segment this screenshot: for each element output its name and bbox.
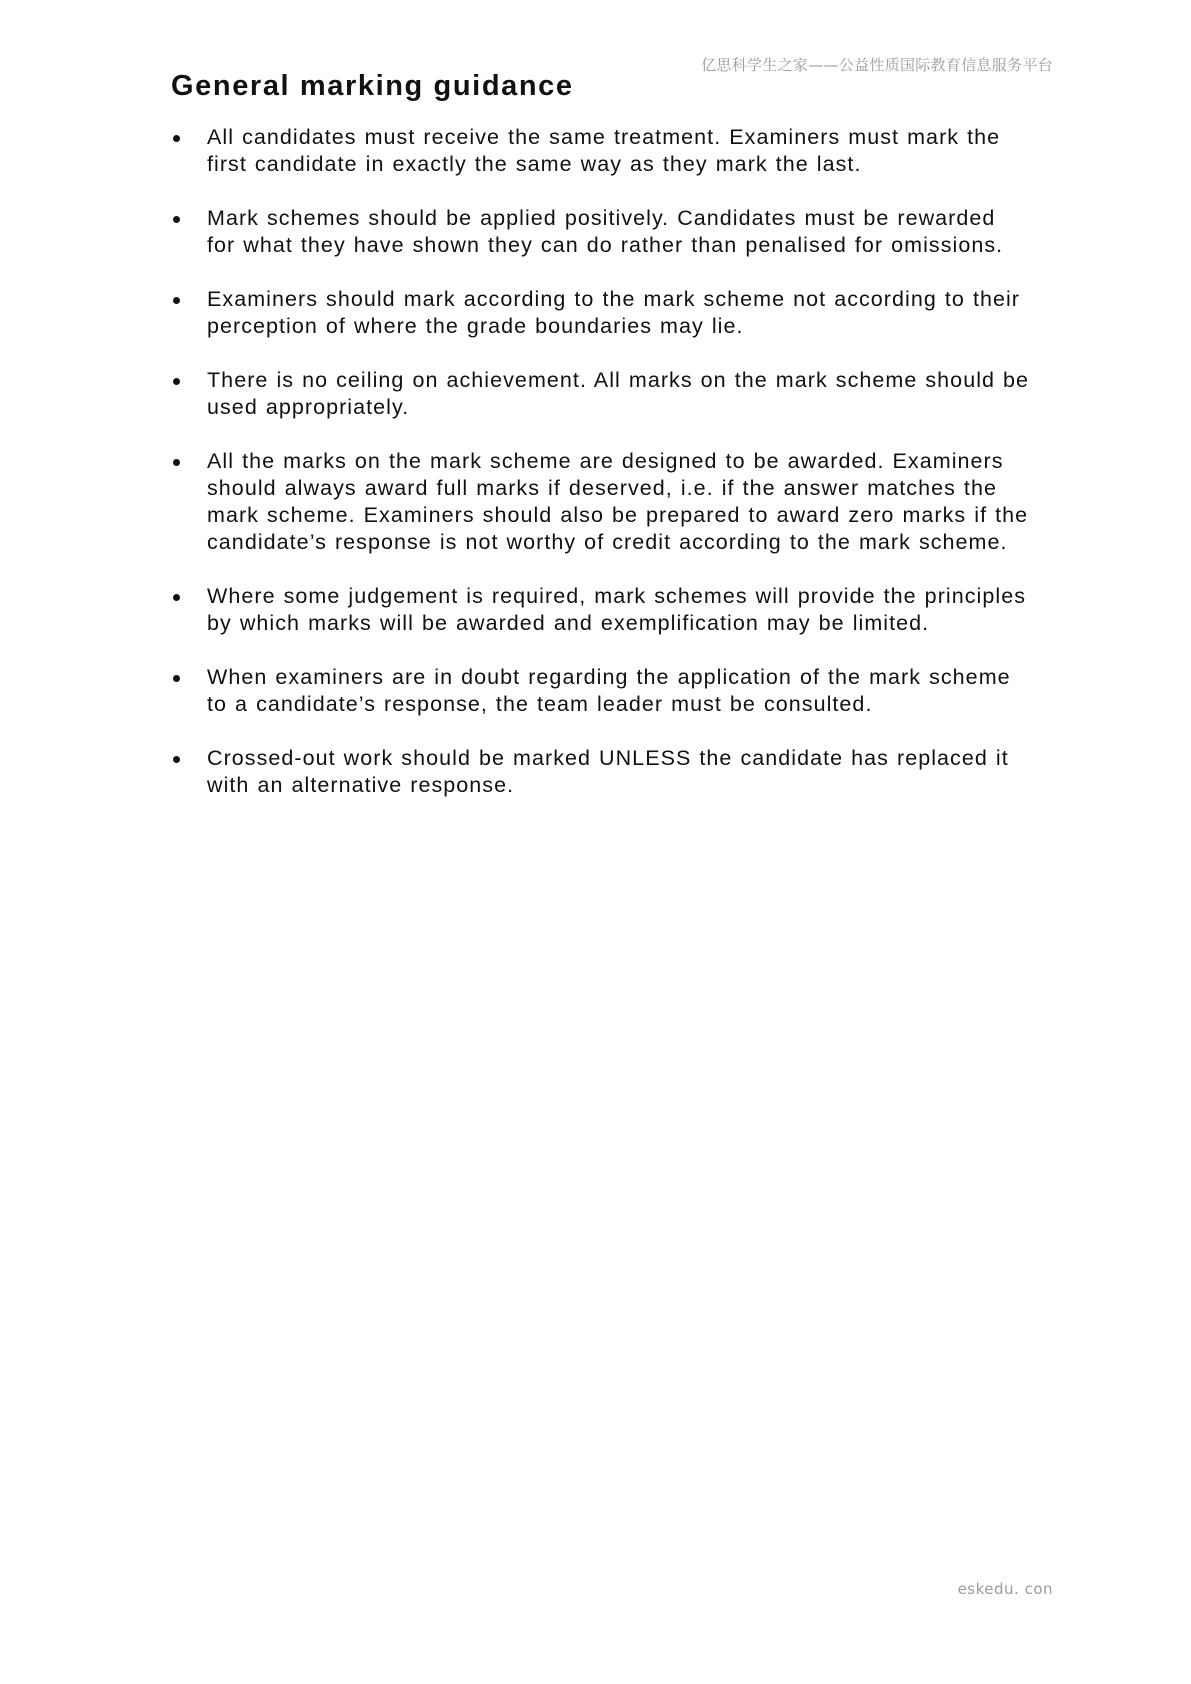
list-item-text: When examiners are in doubt regarding the application of the mark scheme to a candidate’s response, the team leader must be consulted. (207, 665, 1011, 716)
list-item (171, 286, 1031, 340)
list-item-text: There is no ceiling on achievement. All marks on the mark scheme should be used appropriately. (207, 368, 1030, 419)
list-item (171, 583, 1031, 637)
bullet-icon (173, 756, 180, 763)
list-item (171, 124, 1031, 178)
list-item-text: Examiners should mark according to the mark scheme not according to their perception of where the grade boundaries may lie. (207, 287, 1021, 338)
footer-watermark: eskedu. con (957, 1580, 1053, 1598)
page-title: General marking guidance (171, 70, 574, 102)
bullet-icon (173, 459, 180, 466)
list-item-text: Mark schemes should be applied positively. Candidates must be rewarded for what they have shown they can do rather than penalised for omissions. (207, 206, 1004, 257)
bullet-icon (173, 675, 180, 682)
bullet-icon (173, 297, 180, 304)
list-item-text: Where some judgement is required, mark schemes will provide the principles by which marks will be awarded and exemplification may be limited. (207, 584, 1027, 635)
list-item (171, 448, 1031, 556)
list-item (171, 205, 1031, 259)
list-item-text: All candidates must receive the same treatment. Examiners must mark the first candidate in exactly the same way as they mark the last. (207, 125, 1001, 176)
list-item-text: Crossed-out work should be marked UNLESS the candidate has replaced it with an alternative response. (207, 746, 1009, 797)
list-item (171, 664, 1031, 718)
guidance-list (171, 124, 1031, 826)
bullet-icon (173, 378, 180, 385)
bullet-icon (173, 135, 180, 142)
bullet-icon (173, 216, 180, 223)
header-watermark: 亿思科学生之家——公益性质国际教育信息服务平台 (701, 56, 1053, 74)
list-item (171, 745, 1031, 799)
bullet-icon (173, 594, 180, 601)
list-item-text: All the marks on the mark scheme are designed to be awarded. Examiners should always award full marks if deserved, i.e. if the answer matches the mark scheme. Examiners should also be prepared to award zero marks if the candidate’s response is not worthy of credit according to the mark scheme. (207, 449, 1029, 554)
list-item (171, 367, 1031, 421)
